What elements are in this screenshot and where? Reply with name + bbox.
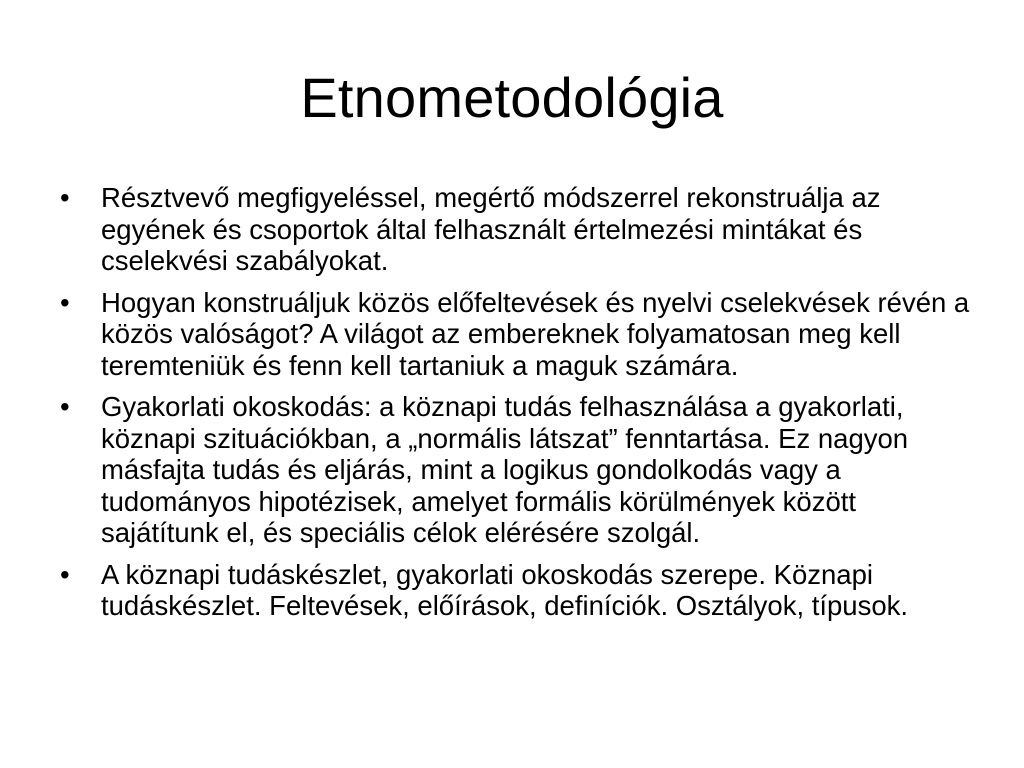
- bullet-list: [60, 182, 970, 632]
- bullet-text: Gyakorlati okoskodás: a köznapi tudás felhasználása a gyakorlati, köznapi szituációkban, a „normális látszat” fenntartása. Ez nagyon másfajta tudás és eljárás, mint a logikus gondolkodás vagy a tudományos hipotézisek, amelyet formális körülmények között sajátítunk el, és speciális célok elérésére szolgál.: [101, 391, 909, 548]
- bullet-text: Résztvevő megfigyeléssel, megértő módszerrel rekonstruálja az egyének és csoportok által felhasznált értelmezési mintákat és cselekvési szabályokat.: [101, 182, 881, 276]
- bullet-item: [60, 182, 970, 277]
- bullet-marker: •: [60, 558, 70, 590]
- bullet-marker: •: [60, 391, 70, 422]
- bullet-marker: •: [60, 182, 70, 213]
- bullet-item: [60, 287, 970, 382]
- bullet-marker: •: [60, 286, 70, 318]
- bullet-item: [60, 391, 970, 549]
- bullet-text: Hogyan konstruáljuk közös előfeltevések és nyelvi cselekvések révén a közös valóságot? A világot az embereknek folyamatosan meg kell teremteniük és fenn kell tartaniuk a maguk számára.: [101, 286, 970, 381]
- slide-title: Etnometodológia: [300, 66, 724, 129]
- bullet-text: A köznapi tudáskészlet, gyakorlati okoskodás szerepe. Köznapi tudáskészlet. Feltevések, előírások, definíciók. Osztályok, típusok.: [101, 558, 909, 621]
- bullet-item: [60, 559, 970, 622]
